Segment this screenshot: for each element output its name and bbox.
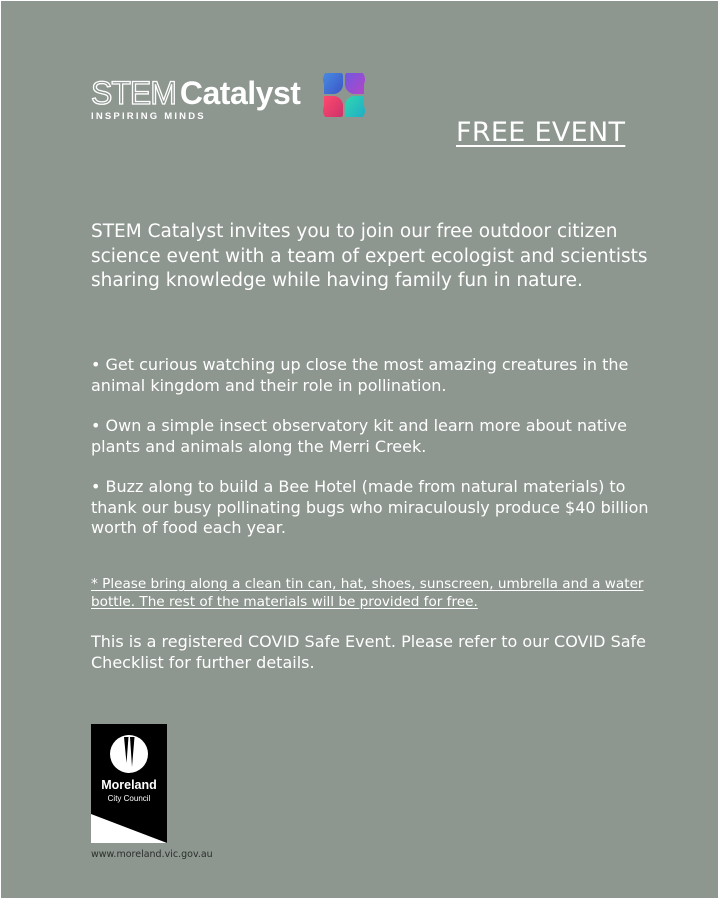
council-website: www.moreland.vic.gov.au [91, 849, 213, 860]
stem-catalyst-logo [91, 73, 381, 125]
bring-along-note: * Please bring along a clean tin can, hat, shoes, sunscreen, umbrella and a water bottle. The rest of the materials will be provided for free. [91, 576, 644, 610]
council-name: Moreland [101, 778, 157, 792]
logo-catalyst-text: Catalyst [179, 75, 301, 111]
logo-wordmark [91, 73, 300, 113]
activity-item-observatory-kit: • Own a simple insect observatory kit and learn more about native plants and animals along the Merri Creek. [91, 416, 627, 456]
activity-item-bee-hotel: • Buzz along to build a Bee Hotel (made from natural materials) to thank our busy pollinating bugs who miraculously produce $40 billion worth of food each year. [91, 477, 649, 537]
moreland-council-logo [91, 724, 167, 843]
intro-paragraph: STEM Catalyst invites you to join our free outdoor citizen science event with a team of expert ecologist and scientists sharing knowledge while having family fun in nature. [91, 221, 648, 291]
free-event-heading: FREE EVENT [456, 117, 626, 148]
council-subtitle: City Council [107, 794, 151, 803]
moreland-logo-icon [109, 733, 149, 775]
event-flyer [1, 1, 718, 898]
four-petal-clover-icon [322, 73, 366, 117]
logo-tagline: INSPIRING MINDS [91, 111, 206, 122]
activity-list [91, 355, 651, 559]
activity-item-creatures: • Get curious watching up close the most amazing creatures in the animal kingdom and their role in pollination. [91, 355, 629, 395]
council-logo-wedge [91, 814, 167, 843]
logo-stem-text: STEM [91, 75, 176, 111]
covid-safe-notice: This is a registered COVID Safe Event. Please refer to our COVID Safe Checklist for further details. [91, 632, 647, 672]
